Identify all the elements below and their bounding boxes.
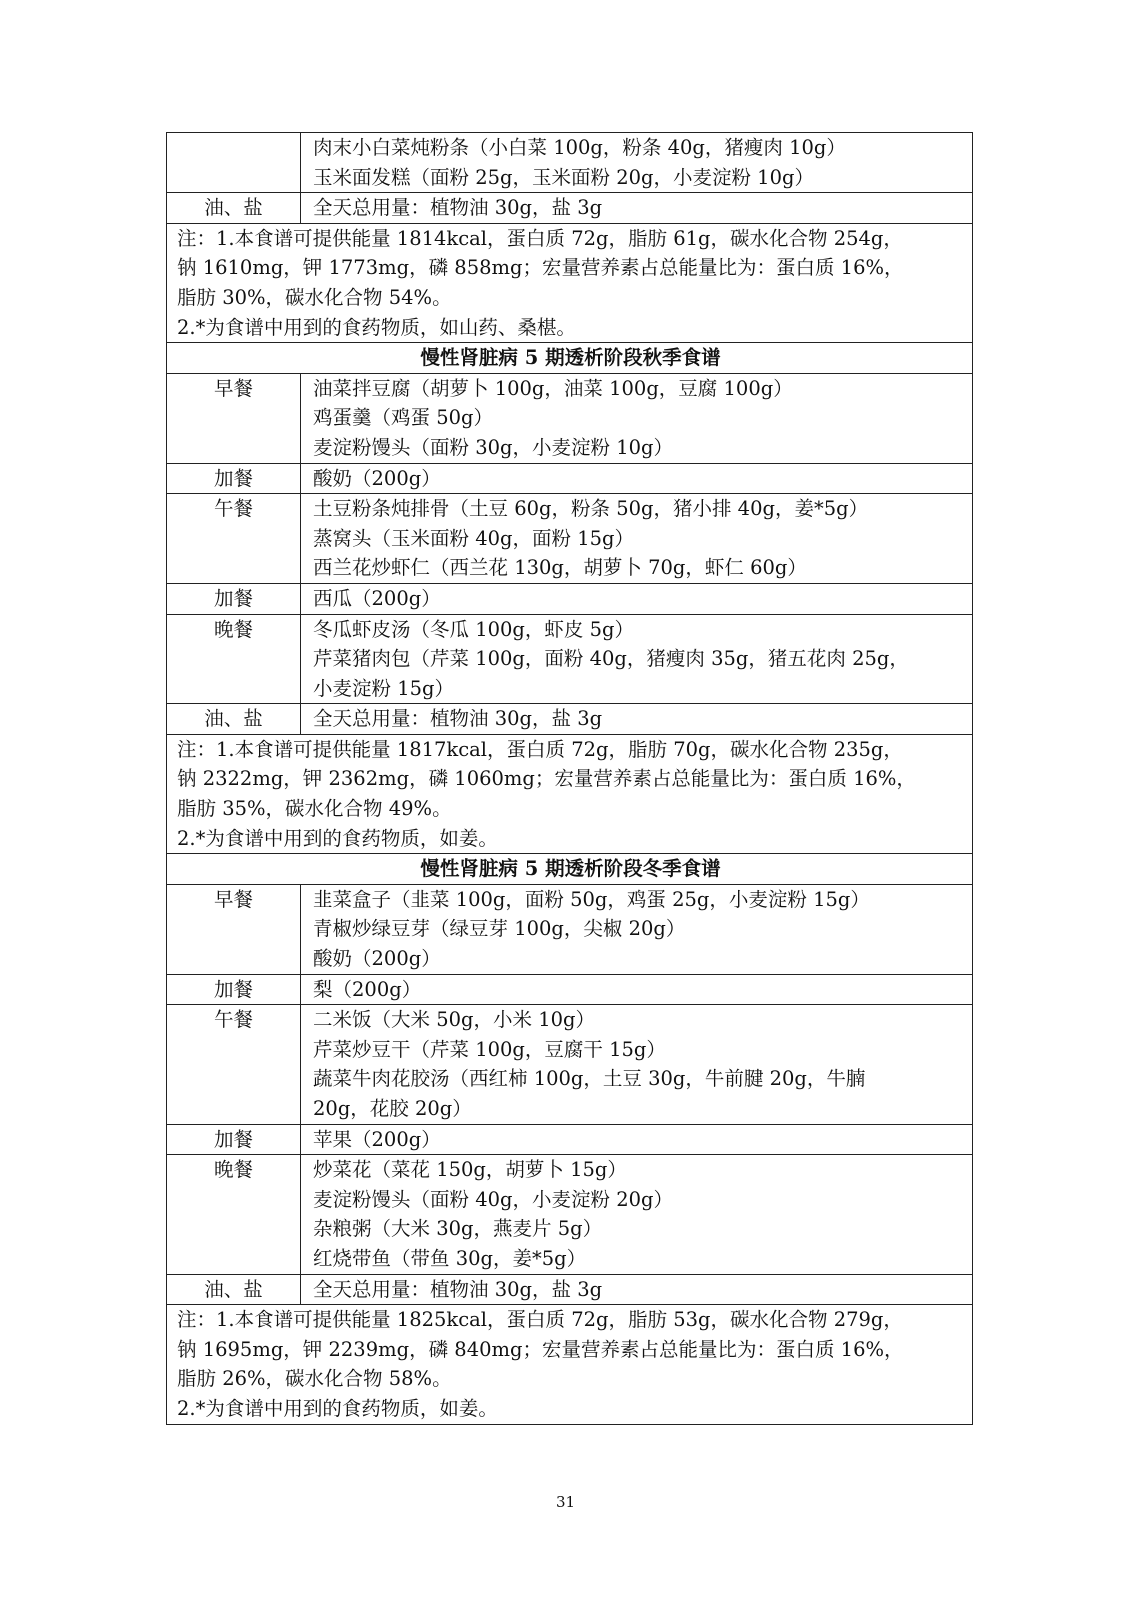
dish-item: 小麦淀粉 15g） bbox=[313, 676, 454, 700]
dish-item: 苹果（200g） bbox=[313, 1127, 441, 1151]
meal-label-dinner: 晚餐 bbox=[167, 1155, 301, 1274]
table-row bbox=[167, 1274, 973, 1305]
dish-list bbox=[301, 494, 973, 584]
nutrition-note: 注：1.本食谱可提供能量 1817kcal，蛋白质 72g，脂肪 70g，碳水化合物 235g， 钠 2322mg，钾 2362mg，磷 1060mg；宏量营养素占总能量比为：蛋白质 16%， 脂肪 35%，碳水化合物 49%。 2.*为食谱中用到的食药物质，如姜。 bbox=[167, 734, 973, 853]
table-row bbox=[167, 193, 973, 224]
table-row bbox=[167, 854, 973, 885]
table-row bbox=[167, 1305, 973, 1424]
dish-list bbox=[301, 373, 973, 463]
table-row bbox=[167, 974, 973, 1005]
dish-item: 玉米面发糕（面粉 25g，玉米面粉 20g，小麦淀粉 10g） bbox=[313, 165, 814, 189]
dish-item: 麦淀粉馒头（面粉 30g，小麦淀粉 10g） bbox=[313, 435, 673, 459]
dish-item: 土豆粉条炖排骨（土豆 60g，粉条 50g，猪小排 40g，姜*5g） bbox=[313, 497, 869, 521]
meal-label-dinner: 晚餐 bbox=[167, 614, 301, 704]
meal-label-empty bbox=[167, 133, 301, 193]
table-row bbox=[167, 614, 973, 704]
dish-item: 西瓜（200g） bbox=[313, 586, 441, 610]
dish-list bbox=[301, 1124, 973, 1155]
meal-label-snack: 加餐 bbox=[167, 463, 301, 494]
dish-list bbox=[301, 1155, 973, 1274]
meal-label-snack: 加餐 bbox=[167, 1124, 301, 1155]
dish-list bbox=[301, 884, 973, 974]
table-row bbox=[167, 1155, 973, 1274]
table-row bbox=[167, 704, 973, 735]
dish-list bbox=[301, 133, 973, 193]
page-number: 31 bbox=[555, 1493, 576, 1511]
dish-item: 酸奶（200g） bbox=[313, 947, 441, 971]
dish-item: 红烧带鱼（带鱼 30g，姜*5g） bbox=[313, 1246, 587, 1270]
table-row bbox=[167, 1124, 973, 1155]
oil-salt-text: 全天总用量：植物油 30g，盐 3g bbox=[301, 704, 973, 735]
table-row bbox=[167, 343, 973, 374]
meal-label-breakfast: 早餐 bbox=[167, 373, 301, 463]
dish-list bbox=[301, 974, 973, 1005]
oil-salt-text: 全天总用量：植物油 30g，盐 3g bbox=[301, 1274, 973, 1305]
dish-item: 酸奶（200g） bbox=[313, 466, 441, 490]
meal-label-lunch: 午餐 bbox=[167, 1005, 301, 1124]
dish-item: 芹菜炒豆干（芹菜 100g，豆腐干 15g） bbox=[313, 1037, 666, 1061]
dish-item: 麦淀粉馒头（面粉 40g，小麦淀粉 20g） bbox=[313, 1187, 673, 1211]
table-row bbox=[167, 494, 973, 584]
table-row bbox=[167, 133, 973, 193]
nutrition-note: 注：1.本食谱可提供能量 1825kcal，蛋白质 72g，脂肪 53g，碳水化合物 279g， 钠 1695mg，钾 2239mg，磷 840mg；宏量营养素占总能量比为：蛋白质 16%， 脂肪 26%，碳水化合物 58%。 2.*为食谱中用到的食药物质，如姜。 bbox=[167, 1305, 973, 1424]
meal-label-snack: 加餐 bbox=[167, 583, 301, 614]
dish-item: 油菜拌豆腐（胡萝卜 100g，油菜 100g，豆腐 100g） bbox=[313, 376, 793, 400]
nutrition-note: 注：1.本食谱可提供能量 1814kcal，蛋白质 72g，脂肪 61g，碳水化合物 254g， 钠 1610mg，钾 1773mg，磷 858mg；宏量营养素占总能量比为：蛋白质 16%， 脂肪 30%，碳水化合物 54%。 2.*为食谱中用到的食药物质，如山药、桑椹。 bbox=[167, 223, 973, 342]
dish-item: 肉末小白菜炖粉条（小白菜 100g，粉条 40g，猪瘦肉 10g） bbox=[313, 136, 846, 159]
meal-label-oil-salt: 油、盐 bbox=[167, 1274, 301, 1305]
dish-item: 鸡蛋羹（鸡蛋 50g） bbox=[313, 406, 493, 430]
dish-item: 20g，花胶 20g） bbox=[313, 1097, 472, 1120]
meal-label-snack: 加餐 bbox=[167, 974, 301, 1005]
dish-item: 二米饭（大米 50g，小米 10g） bbox=[313, 1008, 595, 1032]
dish-item: 蔬菜牛肉花胶汤（西红柿 100g，土豆 30g，牛前腱 20g，牛腩 bbox=[313, 1067, 866, 1091]
dish-item: 杂粮粥（大米 30g，燕麦片 5g） bbox=[313, 1217, 603, 1241]
meal-label-oil-salt: 油、盐 bbox=[167, 193, 301, 224]
diet-menu-table bbox=[166, 132, 973, 1425]
dish-list bbox=[301, 463, 973, 494]
table-row bbox=[167, 463, 973, 494]
section-title-winter: 慢性肾脏病 5 期透析阶段冬季食谱 bbox=[167, 854, 973, 885]
table-row bbox=[167, 1005, 973, 1124]
dish-list bbox=[301, 614, 973, 704]
dish-item: 蒸窝头（玉米面粉 40g，面粉 15g） bbox=[313, 526, 634, 550]
dish-list bbox=[301, 1005, 973, 1124]
meal-label-lunch: 午餐 bbox=[167, 494, 301, 584]
dish-item: 炒菜花（菜花 150g，胡萝卜 15g） bbox=[313, 1158, 627, 1182]
table-row bbox=[167, 583, 973, 614]
table-row bbox=[167, 884, 973, 974]
table-row bbox=[167, 734, 973, 853]
table-row bbox=[167, 373, 973, 463]
dish-item: 芹菜猪肉包（芹菜 100g，面粉 40g，猪瘦肉 35g，猪五花肉 25g， bbox=[313, 647, 909, 671]
dish-item: 梨（200g） bbox=[313, 977, 422, 1001]
dish-item: 冬瓜虾皮汤（冬瓜 100g，虾皮 5g） bbox=[313, 617, 634, 641]
dish-list bbox=[301, 583, 973, 614]
dish-item: 西兰花炒虾仁（西兰花 130g，胡萝卜 70g，虾仁 60g） bbox=[313, 556, 807, 580]
section-title-autumn: 慢性肾脏病 5 期透析阶段秋季食谱 bbox=[167, 343, 973, 374]
meal-label-breakfast: 早餐 bbox=[167, 884, 301, 974]
meal-label-oil-salt: 油、盐 bbox=[167, 704, 301, 735]
dish-item: 青椒炒绿豆芽（绿豆芽 100g，尖椒 20g） bbox=[313, 917, 686, 941]
oil-salt-text: 全天总用量：植物油 30g，盐 3g bbox=[301, 193, 973, 224]
table-row bbox=[167, 223, 973, 342]
dish-item: 韭菜盒子（韭菜 100g，面粉 50g，鸡蛋 25g，小麦淀粉 15g） bbox=[313, 887, 870, 911]
